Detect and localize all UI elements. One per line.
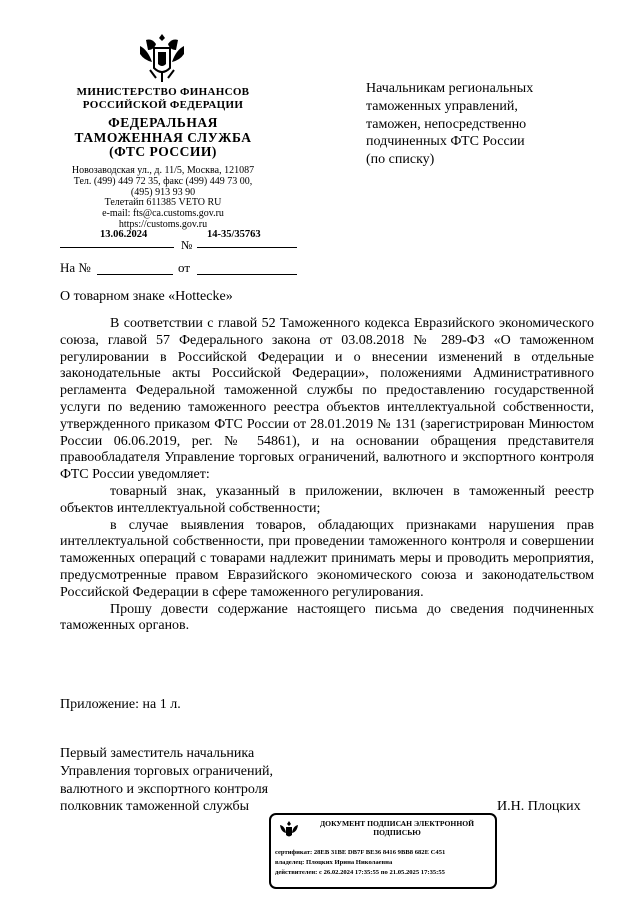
service-name: ФЕДЕРАЛЬНАЯ ТАМОЖЕННАЯ СЛУЖБА (ФТС РОССИИ): [74, 115, 252, 159]
number-sign: №: [181, 238, 193, 252]
stamp-validity: действителен: с 26.02.2024 17:35:55 по 21.05.2025 17:35:55: [275, 869, 445, 876]
addressee-block: Начальникам региональных таможенных управлений, таможен, непосредственно подчиненных ФТС России (по списку): [366, 81, 534, 168]
document-number: 14-35/35763: [207, 229, 261, 240]
reply-reference: На № от: [60, 260, 300, 276]
russian-coat-of-arms-icon: [136, 30, 188, 86]
stamp-owner: владелец: Плоцких Ирина Николаевна: [275, 859, 393, 866]
stamp-certificate: сертификат: 28EB 31BE DB7F BE36 8416 9BB8 682E C451: [275, 849, 446, 856]
body-paragraph: в случае выявления товаров, обладающих признаками нарушения прав интеллектуальной собственности, при проведении таможенного контроля и совершении таможенных операций с товарами надлежит принимать меры и проводить мероприятия, предусмотренные правом Евразийского экономического союза и законодательством Российской Федерации в сфере таможенного регулирования.: [60, 517, 594, 600]
ministry-name: МИНИСТЕРСТВО ФИНАНСОВ РОССИЙСКОЙ ФЕДЕРАЦИИ: [76, 86, 250, 111]
signer-name: И.Н. Плоцких: [497, 799, 581, 814]
emblem-icon: [277, 819, 301, 841]
stamp-details: [275, 848, 491, 878]
registration-line: [60, 229, 300, 253]
body-paragraph: В соответствии с главой 52 Таможенного кодекса Евразийского экономического союза, главой 57 Федерального закона от 03.08.2018 № 289-ФЗ «О таможенном регулировании в Российской Федерации и о внесении изменений в отдельные законодательные акты Российской Федерации», положениями Административного регламента Федеральной таможенной службы по предоставлению государственной услуги по ведению таможенного реестра объектов интеллектуальной собственности, утвержденного приказом ФТС России от 28.01.2019 № 131 (зарегистрирован Минюстом России 06.06.2019, рег. № 54861), и на основании обращения представителя правообладателя Управление торговых ограничений, валютного и экспортного контроля ФТС России уведомляет:: [60, 316, 594, 483]
body-paragraph: товарный знак, указанный в приложении, включен в таможенный реестр объектов интеллектуальной собственности;: [60, 483, 594, 516]
body-paragraph: Прошу довести содержание настоящего письма до сведения подчиненных таможенных органов.: [60, 601, 594, 634]
document-date: 13.06.2024: [100, 229, 148, 240]
contact-info: Новозаводская ул., д. 11/5, Москва, 121087 Тел. (499) 449 72 35, факс (499) 449 73 00, (495) 913 93 90 Телетайп 611385 VETO RU e-mail: fts@ca.customs.gov.ru https://customs.gov.ru: [71, 165, 255, 230]
stamp-title: ДОКУМЕНТ ПОДПИСАН ЭЛЕКТРОННОЙ ПОДПИСЬЮ: [319, 819, 475, 837]
electronic-signature-stamp: [269, 813, 497, 889]
letter-body: [60, 316, 594, 635]
attachment-note: Приложение: на 1 л.: [60, 697, 181, 712]
letter-subject: О товарном знаке «Hottecke»: [60, 289, 233, 304]
signer-position: Первый заместитель начальника Управления торговых ограничений, валютного и экспортного контроля полковник таможенной службы: [60, 746, 273, 815]
